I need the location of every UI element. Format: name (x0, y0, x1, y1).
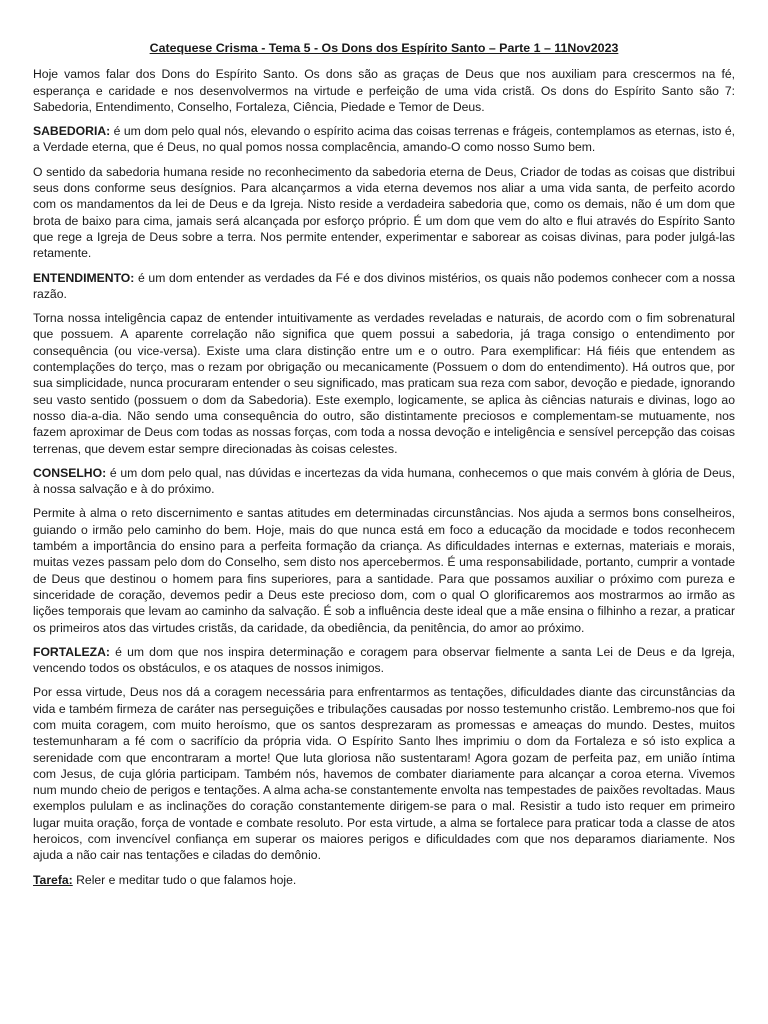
conselho-definition-text: é um dom pelo qual, nas dúvidas e incertezas da vida humana, conhecemos o que mais convém à glória de Deus, à nossa salvação e à do próximo. (33, 465, 735, 497)
entendimento-definition-text: é um dom entender as verdades da Fé e dos divinos mistérios, os quais não podemos conhecer com a nossa razão. (33, 270, 735, 301)
sabedoria-definition (33, 123, 735, 156)
conselho-term: CONSELHO: (33, 465, 107, 480)
intro-paragraph: Hoje vamos falar dos Dons do Espírito Santo. Os dons são as graças de Deus que nos auxiliam para crescermos na fé, esperança e caridade e nos desenvolvermos na virtude e perfeição de uma vida cristã. Os dons do Espírito Santo são 7: Sabedoria, Entendimento, Conselho, Fortaleza, Ciência, Piedade e Temor de Deus. (33, 67, 735, 114)
conselho-body: Permite à alma o reto discernimento e santas atitudes em determinadas circunstâncias. Nos ajuda a sermos bons conselheiros, guiando o irmão pelo caminho do bem. Hoje, mais do que nunca está em foco a educação da mocidade e todos reconhecem também a importância do ensino para a perfeita formação da criança. As dificuldades internas e externas, materiais e morais, muitas vezes passam pelo dom do Conselho, sem disto nos apercebermos. É uma responsabilidade, portanto, cumprir a vontade de Deus que destinou o homem para fins superiores, para a santidade. Para que possamos auxiliar o próximo com pureza e sinceridade de coração, devemos pedir a Deus este precioso dom, com o qual O glorificaremos aos mostrarmos ao irmão as lições temporais que levam ao caminho da salvação. É sob a influência deste ideal que a mãe ensina o filhinho a rezar, a praticar os primeiros atos das virtudes cristãs, da caridade, da obediência, da penitência, do amor ao próximo. (33, 506, 735, 635)
entendimento-body: Torna nossa inteligência capaz de entender intuitivamente as verdades reveladas e naturais, de acordo com o fim sobrenatural que possuem. A aparente correlação não significa que quem possui a sabedoria, já traga consigo o entendimento por consequência (ou vice-versa). Existe uma clara distinção entre um e o outro. Para exemplificar: Há fiéis que entendem as contemplações do terço, mas o rezam por obrigação ou mecanicamente (Possuem o dom do entendimento). Há outros que, por sua simplicidade, nunca procuraram entender o seu significado, mas praticam sua reza com sabor, devoção e piedade, ignorando seu vasto sentido (possuem o dom da Sabedoria). Este exemplo, logicamente, se aplica às ciências naturais e divinas, logo ao nosso dia-a-dia. Não sendo uma consequência do outro, são distintamente preciosos e complementam-se mutuamente, nos fazem aproximar de Deus com todas as nossas forças, com toda a nossa devoção e inteligência e sensível percepção das coisas terrenas, que devem estar sempre direcionadas às coisas celestes. (33, 311, 735, 456)
task-text: Reler e meditar tudo o que falamos hoje. (72, 872, 297, 887)
document-title: Catequese Crisma - Tema 5 - Os Dons dos Espírito Santo – Parte 1 – 11Nov2023 (149, 41, 619, 55)
fortaleza-definition (33, 644, 735, 677)
conselho-definition (33, 465, 735, 498)
fortaleza-term: FORTALEZA: (33, 644, 110, 659)
entendimento-definition (33, 270, 735, 303)
sabedoria-term: SABEDORIA: (33, 124, 111, 139)
entendimento-term: ENTENDIMENTO: (33, 270, 135, 285)
sabedoria-definition-text: é um dom pelo qual nós, elevando o espírito acima das coisas terrenas e frágeis, contemplamos as eternas, isto é, a Verdade eterna, que é Deus, no qual pomos nossa complacência, amando-O como nosso Sumo bem. (33, 124, 735, 155)
fortaleza-body: Por essa virtude, Deus nos dá a coragem necessária para enfrentarmos as tentações, dificuldades diante das circunstâncias da vida e também firmeza de caráter nas perseguições e tribulações causadas por nosso testemunho cristão. Lembremo-nos que foi com muita coragem, com muito heroísmo, que os santos desprezaram as promessas e ameaças do mundo. Destes, muitos testemunharam a fé com o sacrifício da própria vida. O Espírito Santo lhes imprimiu o dom da Fortaleza e só isto explica a serenidade com que encontraram a morte! Que luta gloriosa não sustentaram! Agora gozam de perfeita paz, em união íntima com Jesus, de cuja glória participam. Também nós, havemos de combater diariamente para alcançar a coroa eterna. Vivemos num mundo cheio de perigos e tentações. A alma acha-se constantemente envolta nas tempestades de paixões revoltadas. Maus exemplos pululam e as inclinações do coração constantemente dirigem-se para o mal. Resistir a tudo isto requer em primeiro lugar muita oração, força de vontade e combate resoluto. Por esta virtude, a alma se fortalece para praticar toda a classe de atos heroicos, com invencível confiança em superar os maiores perigos e dificuldades com que nos deparamos diariamente. Nos ajuda a não cair nas tentações e ciladas do demônio. (33, 685, 735, 863)
task-label: Tarefa: (33, 872, 73, 887)
fortaleza-definition-text: é um dom que nos inspira determinação e coragem para observar fielmente a santa Lei de Deus e da Igreja, vencendo todos os obstáculos, e os ataques de nossos inimigos. (33, 644, 735, 676)
sabedoria-body: O sentido da sabedoria humana reside no reconhecimento da sabedoria eterna de Deus, Criador de todas as coisas que distribui seus dons conforme seus desígnios. Para alcançarmos a vida eterna devemos nos aliar a uma vida santa, de perfeito acordo com os mandamentos da lei de Deus e da Igreja. Nisto reside a verdadeira sabedoria que, como os demais, não é um dom que brota de baixo para cima, jamais será alcançada por esforço próprio. É um dom que vem do alto e flui através do Espírito Santo que rege a Igreja de Deus sobre a terra. Nos permite entender, experimentar e saborear as coisas divinas, para poder julgá-las retamente. (33, 164, 735, 261)
task-line (33, 872, 735, 888)
